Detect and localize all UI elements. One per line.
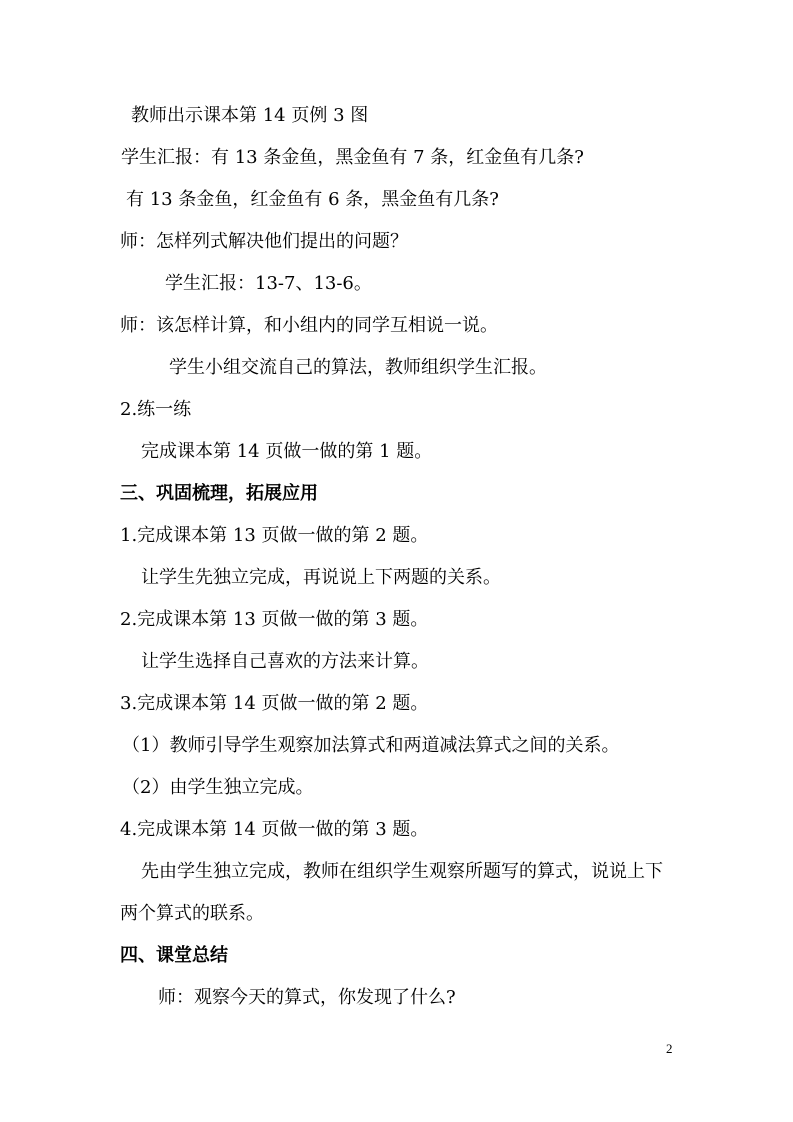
text-line-19: 先由学生独立完成，教师在组织学生观察所题写的算式，说说上下 (141, 861, 663, 882)
sub-item-2: （2）由学生独立完成。 (122, 777, 314, 798)
text-line-22: 师：观察今天的算式，你发现了什么? (158, 987, 456, 1008)
section-heading-3: 三、巩固梳理，拓展应用 (120, 483, 318, 504)
text-line-1: 教师出示课本第 14 页例 3 图 (131, 105, 369, 126)
list-item-1: 1.完成课本第 13 页做一做的第 2 题。 (120, 525, 429, 546)
section-heading-4: 四、课堂总结 (120, 945, 228, 966)
text-line-5: 学生汇报：13-7、13-6。 (165, 273, 372, 294)
text-line-9: 完成课本第 14 页做一做的第 1 题。 (141, 441, 433, 462)
sub-item-1: （1）教师引导学生观察加法算式和两道减法算式之间的关系。 (122, 735, 620, 756)
text-line-4: 师：怎样列式解决他们提出的问题？ (120, 231, 408, 252)
page-number: 2 (666, 1041, 673, 1056)
list-item-2: 2.完成课本第 13 页做一做的第 3 题。 (120, 609, 429, 630)
text-line-6: 师：该怎样计算，和小组内的同学互相说一说。 (120, 315, 498, 336)
list-item-4: 4.完成课本第 14 页做一做的第 3 题。 (120, 819, 429, 840)
text-line-7: 学生小组交流自己的算法，教师组织学生汇报。 (169, 357, 547, 378)
text-line-20: 两个算式的联系。 (120, 903, 264, 924)
text-line-2: 学生汇报：有 13 条金鱼，黑金鱼有 7 条，红金鱼有几条? (121, 147, 584, 168)
text-line-12: 让学生先独立完成，再说说上下两题的关系。 (141, 567, 501, 588)
text-line-14: 让学生选择自己喜欢的方法来计算。 (141, 651, 429, 672)
list-item-3: 3.完成课本第 14 页做一做的第 2 题。 (120, 693, 429, 714)
section-item-2: 2.练一练 (120, 399, 192, 420)
text-line-3: 有 13 条金鱼，红金鱼有 6 条，黑金鱼有几条? (126, 189, 499, 210)
